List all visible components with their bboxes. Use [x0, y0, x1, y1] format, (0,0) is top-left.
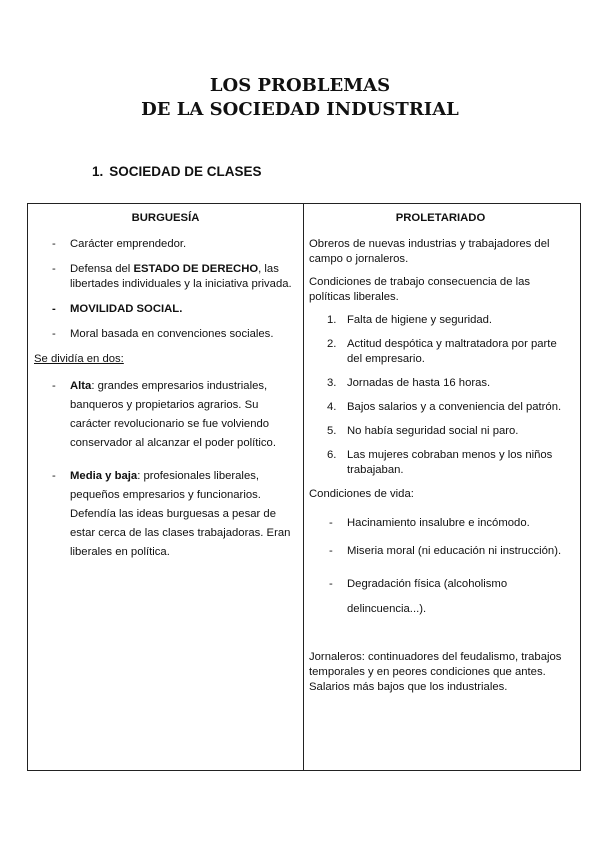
section-number: 1. [92, 164, 104, 179]
list-item: 1. Falta de higiene y seguridad. [327, 314, 493, 326]
proletariado-intro: Obreros de nuevas industrias y trabajadores del campo o jornaleros. [309, 238, 550, 265]
list-item: 4. Bajos salarios y a conveniencia del patrón. [327, 401, 562, 413]
list-item: 2. Actitud despótica y maltratadora por parte del empresario. [327, 338, 557, 365]
list-item: - Degradación física (alcoholismo delincuencia...). [329, 578, 508, 615]
list-item: - Moral basada en convenciones sociales. [52, 328, 274, 340]
list-item: 3. Jornadas de hasta 16 horas. [327, 377, 491, 389]
section-heading [92, 164, 262, 179]
list-item: 6. Las mujeres cobraban menos y los niños trabajaban. [327, 449, 553, 476]
salarios-text: Salarios más bajos que los industriales. [309, 681, 508, 693]
burguesia-column [28, 204, 304, 770]
burguesia-traits-list [28, 237, 303, 342]
list-item-media-baja: - Media y baja: profesionales liberales, pequeños empresarios y funcionarios. Defendía las ideas burguesas a pesar de estar cerca de las clases trabajadoras. Eran liberales en política. [52, 470, 291, 558]
vida-intro: Condiciones de vida: [309, 488, 414, 500]
title-line-2: DE LA SOCIEDAD INDUSTRIAL [141, 99, 459, 120]
list-item: - Carácter emprendedor. [52, 238, 187, 250]
list-item-alta: - Alta: grandes empresarios industriales, banqueros y propietarios agrarios. Su carácter revolucionario se fue volviendo conservador al alcanzar el poder político. [52, 380, 276, 449]
title-line-1: LOS PROBLEMAS [209, 75, 391, 96]
list-item: 5. No había seguridad social ni paro. [327, 425, 519, 437]
classes-table [27, 203, 581, 771]
burguesia-subclasses-list [28, 377, 303, 562]
list-item: - Defensa del ESTADO DE DERECHO, las libertades individuales y la iniciativa privada. [52, 263, 292, 290]
proletariado-header: PROLETARIADO [395, 212, 486, 224]
document-title [0, 74, 600, 122]
divide-label: Se dividía en dos: [34, 353, 124, 365]
jornaleros-text: Jornaleros: continuadores del feudalismo, trabajos temporales y en peores condiciones que antes. Salarios más bajos que los industriales. [309, 651, 562, 693]
vida-conditions-list [309, 516, 572, 622]
section-title: SOCIEDAD DE CLASES [109, 164, 262, 179]
trabajo-conditions-list [309, 313, 572, 478]
list-item: - Miseria moral (ni educación ni instrucción). [329, 545, 562, 557]
proletariado-column [304, 204, 580, 770]
trabajo-intro: Condiciones de trabajo consecuencia de las políticas liberales. [309, 276, 531, 303]
list-item: - Hacinamiento insalubre e incómodo. [329, 517, 530, 529]
burguesia-header: BURGUESÍA [131, 212, 200, 224]
list-item: - MOVILIDAD SOCIAL. [52, 303, 183, 315]
